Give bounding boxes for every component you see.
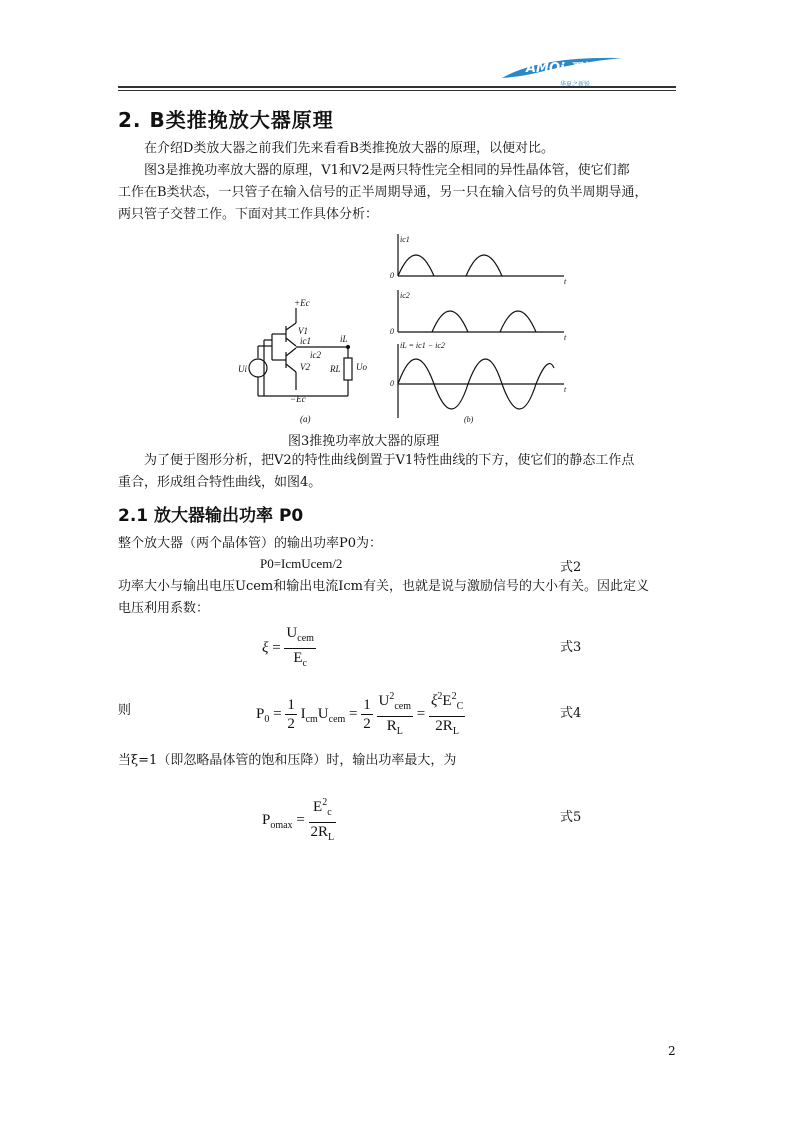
- paragraph-line: 功率大小与输出电压Ucem和输出电流Icm有关，也就是说与激励信号的大小有关。因此定义: [118, 579, 650, 594]
- equation-5-label: 式5: [560, 810, 582, 825]
- intro-paragraph: [118, 138, 678, 160]
- svg-text:夏新: 夏新: [572, 61, 597, 75]
- v2-label: V2: [300, 362, 310, 372]
- figure-caption: 图3推挽功率放大器的原理: [288, 434, 440, 449]
- subfig-a-label: (a): [300, 414, 311, 424]
- ec-top-label: +Ec: [294, 298, 310, 308]
- wave3-y-label: iL = ic1 − ic2: [400, 341, 445, 350]
- paragraph-line: 在介绍D类放大器之前我们先来看看B类推挽放大器的原理，以便对比。: [144, 141, 554, 156]
- header-logo: [500, 50, 625, 90]
- section-title: 2. B类推挽放大器原理: [118, 108, 334, 132]
- uo-label: Uo: [356, 362, 367, 372]
- paragraph-line: 电压利用系数：: [118, 601, 210, 616]
- wave3-zero: 0: [390, 379, 394, 388]
- max-power-line: 当ξ=1（即忽略晶体管的饱和压降）时，输出功率最大，为: [118, 753, 457, 768]
- equation-4: $P_0$ = $\frac{1}{2}$ $I_{cm}U_{cem}$ = $\frac{1}{2}$ $\frac{U^2_{cem}}{R_L}$ = $\frac{\xi^2E^2_C}{2R_L}$: [256, 688, 465, 741]
- wave1-y-label: ic1: [400, 235, 410, 244]
- ic2-label: ic2: [310, 350, 321, 360]
- utilization-paragraph: [118, 576, 678, 620]
- header-rule-thin: [118, 90, 676, 91]
- wave2-zero: 0: [390, 327, 394, 336]
- wave2-t: t: [564, 333, 567, 342]
- equation-2: P0=IcmUcem/2: [260, 556, 343, 571]
- subfig-b-label: (b): [464, 415, 474, 424]
- amoi-logo-icon: [500, 50, 625, 90]
- equation-5: $P_{omax}$ = $\frac{E^2_c}{2R_L}$: [262, 794, 336, 847]
- v1-label: V1: [298, 326, 308, 336]
- subsection-title: 2.1 放大器输出功率 P0: [118, 506, 304, 526]
- ic1-label: ic1: [300, 336, 311, 346]
- principle-paragraph: [118, 160, 678, 226]
- paragraph-line: 图3是推挽功率放大器的原理，V1和V2是两只特性完全相同的异性晶体管，使它们都: [144, 163, 630, 178]
- paragraph-line: 重合，形成组合特性曲线，如图4。: [118, 475, 322, 490]
- rl-label: RL: [330, 364, 341, 374]
- push-pull-figure: [236, 228, 576, 428]
- figure-3: [236, 228, 576, 428]
- svg-text:AMOi: AMOi: [526, 61, 565, 76]
- page-number: 2: [668, 1044, 676, 1058]
- il-label: iL: [340, 334, 348, 344]
- equation-3: ξ = $\frac{U_{cem}}{E_c}$: [262, 625, 314, 669]
- paragraph-line: 为了便于图形分析，把V2的特性曲线倒置于V1特性曲线的下方，使它们的静态工作点: [144, 453, 635, 468]
- header-rule-thick: [118, 86, 676, 88]
- analysis-paragraph: [118, 450, 678, 494]
- equation-3-label: 式3: [560, 640, 582, 655]
- ui-label: Ui: [238, 364, 247, 374]
- equation-4-label: 式4: [560, 706, 582, 721]
- power-intro-line: 整个放大器（两个晶体管）的输出功率P0为：: [118, 536, 383, 551]
- wave2-y-label: ic2: [400, 291, 410, 300]
- circuit-diagram: [249, 308, 352, 396]
- paragraph-line: 工作在B类状态，一只管子在输入信号的正半周期导通，另一只在输入信号的负半周期导通，: [118, 185, 648, 200]
- paragraph-line: 两只管子交替工作。下面对其工作具体分析：: [118, 207, 379, 222]
- wave1-zero: 0: [390, 271, 394, 280]
- svg-text:华夏之新锐: 华夏之新锐: [560, 81, 591, 88]
- waveforms: [398, 234, 564, 418]
- equation-4-prefix: 则: [118, 703, 132, 718]
- wave1-t: t: [564, 277, 567, 286]
- equation-2-label: 式2: [560, 560, 582, 575]
- wave3-t: t: [564, 385, 567, 394]
- ec-bottom-label: −Ec: [290, 394, 306, 404]
